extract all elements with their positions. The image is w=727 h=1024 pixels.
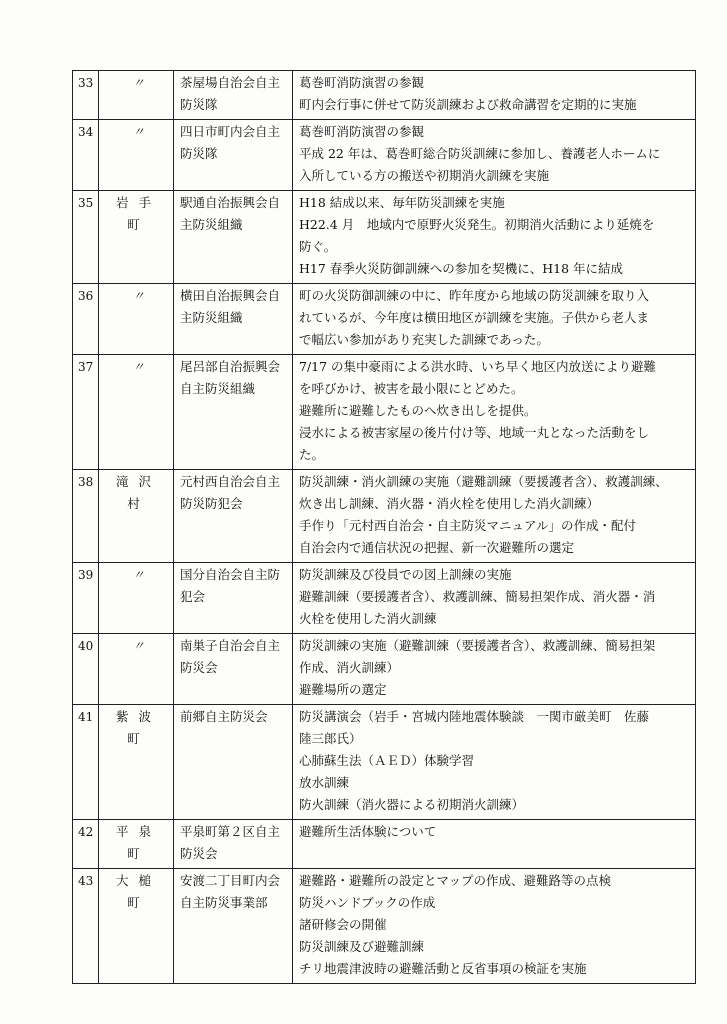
activity-line: 防災訓練・消火訓練の実施（避難訓練（要援護者含）、救護訓練、 — [299, 474, 668, 489]
activity-line: 7/17 の集中豪雨による洪水時、いち早く地区内放送により避難 — [299, 359, 657, 374]
row-number: 42 — [73, 820, 99, 869]
municipality-cell — [99, 284, 174, 355]
organization-name: 尾呂部自治振興会自主防災組織 — [174, 355, 293, 470]
row-number: 39 — [73, 563, 99, 634]
activity-cell — [293, 634, 696, 705]
table-row — [73, 71, 696, 120]
activity-line: た。 — [299, 447, 325, 462]
activity-line: 避難訓練（要援護者含）、救護訓練、簡易担架作成、消火器・消 — [299, 589, 656, 604]
activity-line: チリ地震津波時の避難活動と反省事項の検証を実施 — [299, 961, 587, 976]
municipality-name: 〃 — [132, 125, 145, 139]
activity-cell — [293, 284, 696, 355]
table-row — [73, 869, 696, 984]
organization-name: 横田自治振興会自主防災組織 — [174, 284, 293, 355]
municipality-name: 〃 — [132, 639, 145, 653]
organization-name: 茶屋場自治会自主防災隊 — [174, 71, 293, 120]
row-number: 38 — [73, 470, 99, 563]
activity-line: 防災講演会（岩手・宮城内陸地震体験談 一関市厳美町 佐藤 — [299, 709, 650, 724]
activity-line: 手作り「元村西自治会・自主防災マニュアル」の作成・配付 — [299, 518, 637, 533]
row-number: 40 — [73, 634, 99, 705]
activity-line: 防災訓練及び役員での図上訓練の実施 — [299, 567, 512, 582]
municipality-name: 紫波町 — [115, 709, 161, 746]
activity-cell — [293, 355, 696, 470]
table-body — [73, 71, 696, 984]
activity-line: を呼びかけ、被害を最小限にとどめた。 — [299, 381, 524, 396]
organization-name: 前郷自主防災会 — [174, 705, 293, 820]
municipality-cell — [99, 634, 174, 705]
activity-line: 作成、消火訓練） — [299, 660, 400, 675]
organization-name: 元村西自治会自主防災防犯会 — [174, 470, 293, 563]
table-row — [73, 355, 696, 470]
activity-line: 避難路・避難所の設定とマップの作成、避難路等の点検 — [299, 873, 612, 888]
disaster-prevention-table-page — [72, 70, 696, 984]
municipality-cell — [99, 71, 174, 120]
municipality-name: 〃 — [132, 76, 145, 90]
activity-line: 入所している方の搬送や初期消火訓練を実施 — [299, 168, 550, 183]
table-row — [73, 191, 696, 284]
table-row — [73, 563, 696, 634]
municipality-cell — [99, 355, 174, 470]
row-number: 37 — [73, 355, 99, 470]
organization-name: 国分自治会自主防犯会 — [174, 563, 293, 634]
row-number: 34 — [73, 120, 99, 191]
organization-name: 四日市町内会自主防災隊 — [174, 120, 293, 191]
municipality-cell — [99, 869, 174, 984]
activity-cell — [293, 120, 696, 191]
activity-cell — [293, 820, 696, 869]
activity-line: 平成 22 年は、葛巻町総合防災訓練に参加し、養護老人ホームに — [299, 146, 661, 161]
activity-cell — [293, 563, 696, 634]
activity-line: 町内会行事に併せて防災訓練および救命講習を定期的に実施 — [299, 97, 637, 112]
municipality-name: 滝沢村 — [115, 474, 161, 511]
activity-line: 陸三郎氏） — [299, 731, 362, 746]
activity-line: 防火訓練（消火器による初期消火訓練） — [299, 797, 525, 812]
municipality-cell — [99, 470, 174, 563]
municipality-name: 平泉町 — [115, 824, 161, 861]
municipality-cell — [99, 705, 174, 820]
table-row — [73, 820, 696, 869]
activity-line: 町の火災防御訓練の中に、昨年度から地域の防災訓練を取り入 — [299, 288, 650, 303]
activity-line: れているが、今年度は横田地区が訓練を実施。子供から老人ま — [299, 310, 650, 325]
row-number: 35 — [73, 191, 99, 284]
municipality-name: 〃 — [132, 568, 145, 582]
activity-line: 防災訓練及び避難訓練 — [299, 939, 425, 954]
activity-table — [72, 70, 696, 984]
activity-line: 葛巻町消防演習の参観 — [299, 124, 425, 139]
organization-name: 安渡二丁目町内会自主防災事業部 — [174, 869, 293, 984]
municipality-name: 〃 — [132, 360, 145, 374]
table-row — [73, 284, 696, 355]
activity-line: 避難場所の選定 — [299, 682, 387, 697]
activity-line: 浸水による被害家屋の後片付け等、地域一丸となった活動をし — [299, 425, 650, 440]
activity-cell — [293, 71, 696, 120]
organization-name: 平泉町第２区自主防災会 — [174, 820, 293, 869]
activity-line: H18 結成以来、毎年防災訓練を実施 — [299, 195, 505, 210]
table-row — [73, 705, 696, 820]
table-row — [73, 634, 696, 705]
activity-line: 放水訓練 — [299, 775, 350, 790]
row-number: 36 — [73, 284, 99, 355]
activity-cell — [293, 705, 696, 820]
municipality-cell — [99, 120, 174, 191]
table-row — [73, 120, 696, 191]
activity-line: 防災訓練の実施（避難訓練（要援護者含）、救護訓練、簡易担架 — [299, 638, 656, 653]
row-number: 41 — [73, 705, 99, 820]
organization-name: 南巣子自治会自主防災会 — [174, 634, 293, 705]
activity-line: 防災ハンドブックの作成 — [299, 895, 436, 910]
activity-line: 自治会内で通信状況の把握、新一次避難所の選定 — [299, 540, 575, 555]
activity-line: 避難所生活体験について — [299, 824, 437, 839]
table-row — [73, 470, 696, 563]
organization-name: 駅通自治振興会自主防災組織 — [174, 191, 293, 284]
municipality-cell — [99, 820, 174, 869]
row-number: 43 — [73, 869, 99, 984]
activity-line: 諸研修会の開催 — [299, 917, 387, 932]
municipality-name: 〃 — [132, 289, 145, 303]
activity-line: H17 春季火災防御訓練への参加を契機に、H18 年に結成 — [299, 261, 624, 276]
activity-cell — [293, 869, 696, 984]
activity-cell — [293, 191, 696, 284]
municipality-name: 大槌町 — [115, 873, 161, 910]
activity-line: 葛巻町消防演習の参観 — [299, 75, 425, 90]
municipality-name: 岩手町 — [115, 195, 161, 232]
activity-line: 心肺蘇生法（ＡＥＤ）体験学習 — [299, 753, 475, 768]
activity-line: 防ぐ。 — [299, 239, 337, 254]
activity-cell — [293, 470, 696, 563]
activity-line: H22.4 月 地域内で原野火災発生。初期消火活動により延焼を — [299, 217, 655, 232]
municipality-cell — [99, 191, 174, 284]
activity-line: 火栓を使用した消火訓練 — [299, 611, 437, 626]
activity-line: で幅広い参加があり充実した訓練であった。 — [299, 332, 549, 347]
activity-line: 避難所に避難したものへ炊き出しを提供。 — [299, 403, 537, 418]
municipality-cell — [99, 563, 174, 634]
activity-line: 炊き出し訓練、消火器・消火栓を使用した消火訓練） — [299, 496, 600, 511]
row-number: 33 — [73, 71, 99, 120]
